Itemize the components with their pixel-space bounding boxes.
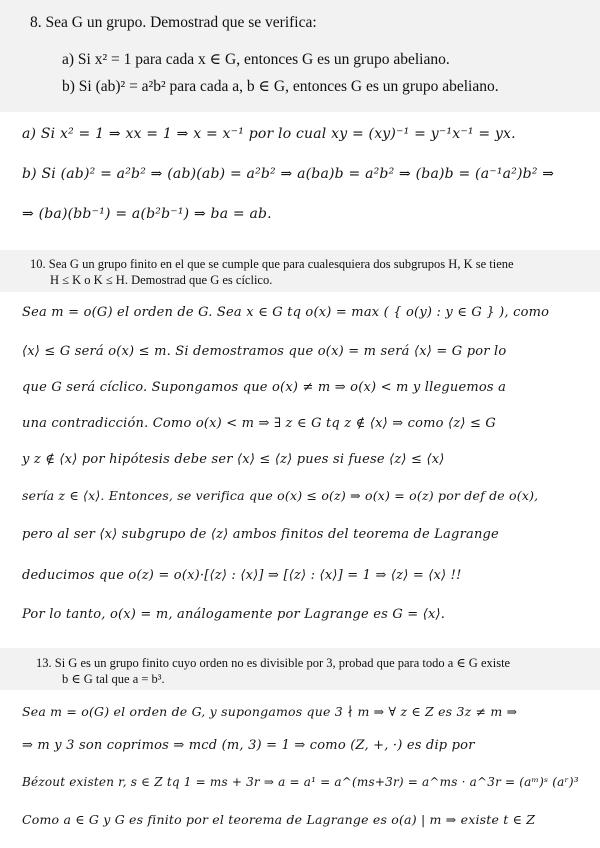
solution-13-line-3: Bézout existen r, s ∈ Z tq 1 = ms + 3r ⇒ a = a¹ = a^(ms+3r) = a^ms · a^3r = (aᵐ)ˢ (aʳ)³: [22, 775, 579, 789]
solution-10-line-7: pero al ser ⟨x⟩ subgrupo de ⟨z⟩ ambos finitos del teorema de Lagrange: [22, 527, 499, 542]
solution-13-line-4: Como a ∈ G y G es finito por el teorema de Lagrange es o(a) | m ⇒ existe t ∈ Z: [22, 812, 536, 827]
solution-8-line-2: b) Si (ab)² = a²b² ⇒ (ab)(ab) = a²b² ⇒ a(ba)b = a²b² ⇒ (ba)b = (a⁻¹a²)b² ⇒: [22, 166, 555, 182]
solution-13-line-2: ⇒ m y 3 son coprimos ⇒ mcd (m, 3) = 1 ⇒ como (Z, +, ·) es dip por: [22, 738, 475, 753]
solution-8-line-3: ⇒ (ba)(bb⁻¹) = a(b²b⁻¹) ⇒ ba = ab.: [22, 206, 272, 222]
solution-10-line-9: Por lo tanto, o(x) = m, análogamente por Lagrange es G = ⟨x⟩.: [22, 607, 446, 622]
solution-10-line-3: que G será cíclico. Supongamos que o(x) ≠ m ⇒ o(x) < m y lleguemos a: [22, 380, 507, 395]
solution-8-line-1: a) Si x² = 1 ⇒ xx = 1 ⇒ x = x⁻¹ por lo cual xy = (xy)⁻¹ = y⁻¹x⁻¹ = yx.: [22, 126, 516, 142]
problem-13-statement-line-2: b ∈ G tal que a = b³.: [62, 672, 165, 686]
solution-10-line-5: y z ∉ ⟨x⟩ por hipótesis debe ser ⟨x⟩ ≤ ⟨z⟩ pues si fuese ⟨z⟩ ≤ ⟨x⟩: [22, 452, 445, 467]
solution-10-line-8: deducimos que o(z) = o(x)·[⟨z⟩ : ⟨x⟩] ⇒ [⟨z⟩ : ⟨x⟩] = 1 ⇒ ⟨z⟩ = ⟨x⟩ !!: [22, 568, 462, 583]
solution-13-line-1: Sea m = o(G) el orden de G, y supongamos que 3 ∤ m ⇒ ∀ z ∈ Z es 3z ≠ m ⇒: [22, 704, 518, 719]
solution-10-line-1: Sea m = o(G) el orden de G. Sea x ∈ G tq o(x) = max ( { o(y) : y ∈ G } ), como: [22, 305, 550, 320]
problem-8-item-b: b) Si (ab)² = a²b² para cada a, b ∈ G, entonces G es un grupo abeliano.: [62, 78, 499, 95]
problem-13-statement-line-1: 13. Si G es un grupo finito cuyo orden no es divisible por 3, probad que para todo a ∈ G existe: [36, 656, 511, 670]
solution-10-line-2: ⟨x⟩ ≤ G será o(x) ≤ m. Si demostramos que o(x) = m será ⟨x⟩ = G por lo: [22, 344, 507, 359]
problem-10-statement-line-1: 10. Sea G un grupo finito en el que se cumple que para cualesquiera dos subgrupos H, K se tiene: [30, 257, 514, 271]
problem-8-item-a: a) Si x² = 1 para cada x ∈ G, entonces G es un grupo abeliano.: [62, 51, 450, 68]
problem-8-statement: 8. Sea G un grupo. Demostrad que se verifica:: [30, 14, 317, 31]
problem-10-statement-line-2: H ≤ K o K ≤ H. Demostrad que G es cíclico.: [50, 273, 273, 287]
solution-10-line-4: una contradicción. Como o(x) < m ⇒ ∃ z ∈ G tq z ∉ ⟨x⟩ ⇒ como ⟨z⟩ ≤ G: [22, 416, 496, 431]
solution-10-line-6: sería z ∈ ⟨x⟩. Entonces, se verifica que o(x) ≤ o(z) ⇒ o(x) = o(z) por def de o(x),: [22, 488, 539, 503]
